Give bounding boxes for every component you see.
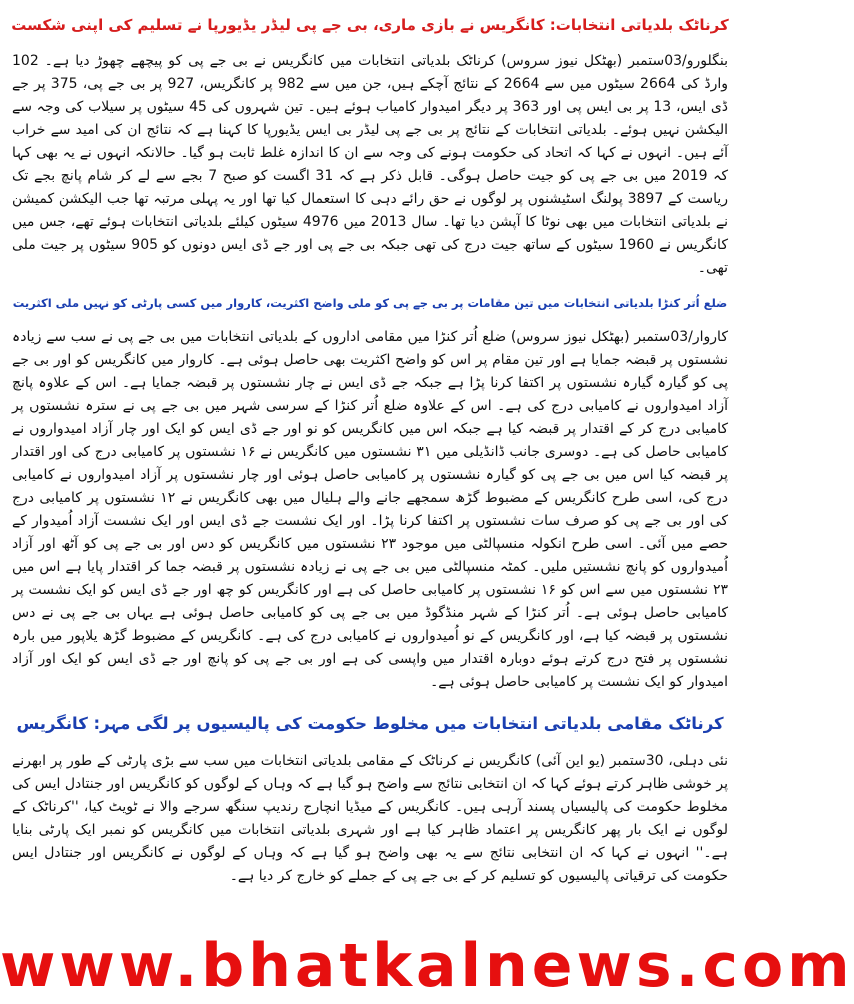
footer-website-url: www.bhatkalnews.com xyxy=(0,931,854,1001)
headline-congress-coalition: کرناٹک مقامی بلدیاتی انتخابات میں مخلوط حکومت کی پالیسیوں پر لگی مہر: کانگریس xyxy=(16,714,724,733)
news-page xyxy=(0,4,854,1004)
headline-karnataka-elections: کرناٹک بلدیاتی انتخابات: کانگریس نے بازی ماری، بی جے پی لیڈر یڈیورپا نے تسلیم کی اپنی شکست xyxy=(11,16,729,34)
article-uttara-kannada: کاروار/03ستمبر (بھٹکل نیوز سروس) ضلع اُتر کنڑا میں مقامی اداروں کے بلدیاتی انتخابات میں بی جے پی نے سب سے زیادہ نشستوں پر قبضہ جمایا ہے اور تین مقام پر اس کو واضح اکثریت بھی حاصل ہوئی ہے۔ کاروار میں کانگریس کو اور بی جے پی کو گیارہ گیارہ نشستوں پر اکتفا کرنا پڑا ہے جبکہ جے ڈی ایس نے چار نشستوں پر قبضہ جمایا ہے۔ اس کے علاوہ پانچ آزاد امیدواروں نے کامیابی درج کی ہے۔ اس کے علاوہ ضلع اُتر کنڑا کے سرسی شہر میں بی جے پی نے سترہ نشستوں پر کامیابی درج کر کے اقتدار پر قبضہ کیا ہے جبکہ اس میں کانگریس کو نو اور جے ڈی ایس کو ایک اور چار آزاد امیدواروں نے کامیابی حاصل کی ہے۔ دوسری جانب ڈانڈیلی میں ۳۱ نشستوں میں کانگریس نے ۱۶ نشستوں پر کامیابی درج کی اور اقتدار پر قبضہ کیا اس میں بی جے پی کو گیارہ نشستوں پر کامیابی حاصل ہوئی اور چار نشستوں پر آزاد امیدواروں نے کامیابی درج کی، اسی طرح کانگریس کے مضبوط گڑھ سمجھے جانے والے ہلیال میں بھی کانگریس نے ۱۲ نشستوں پر کامیابی درج کی اور بی جے پی کو صرف سات نشستوں پر اکتفا کرنا پڑا۔ اور ایک نشست جے ڈی ایس اور ایک نشست آزاد اُمیدوار کے حصے میں آئی۔ اسی طرح انکولہ منسپالٹی میں موجود ۲۳ نشستوں میں کانگریس کو دس اور بی جے پی کو آٹھ اور آزاد اُمیدواروں کو پانچ نشستیں ملیں۔ کمٹہ منسپالٹی میں بی جے پی نے زیادہ نشستوں پر قبضہ جما کر اقتدار پایا ہے اس میں ۲۳ نشستوں میں سے اس کو ۱۶ نشستوں پر کامیابی حاصل کی ہے اور کانگریس کو چھ اور جے ڈی ایس کو ایک نشست پر کامیابی حاصل ہوئی ہے۔ اُتر کنڑا کے شہر منڈگوڈ میں بی جے پی کو کامیابی حاصل ہوئی ہے یہاں بی جے پی نے دس نشستوں پر قبضہ کیا ہے، اور کانگریس کے نو اُمیدواروں نے کامیابی درج کی ہے۔ کانگریس کے مضبوط گڑھ یلاپور میں بارہ نشستوں پر فتح درج کرتے ہوئے دوبارہ اقتدار میں واپسی کی ہے اور بی جے پی کو پانچ اور جے ڈی ایس کو ایک اور آزاد امیدوار کو ایک نشست پر کامیابی حاصل ہوئی ہے۔ xyxy=(12,329,728,690)
headline-uttara-kannada: ضلع اُتر کنڑا بلدیاتی انتخابات میں تین مقامات پر بی جے پی کو ملی واضح اکثریت، کاروار میں کسی پارٹی کو نہیں ملی اکثریت xyxy=(12,296,728,310)
article-congress-coalition: نئی دہلی، 30ستمبر (یو این آئی) کانگریس نے کرناٹک کے مقامی بلدیاتی انتخابات میں سب سے بڑی پارٹی کے طور پر ابھرنے پر خوشی ظاہر کرتے ہوئے کہا کہ ان انتخابی نتائج سے واضح ہو گیا ہے کہ وہاں کے لوگوں کو کانگریس اور جنتادل ایس کی مخلوط حکومت کی پالیسیاں پسند آرہی ہیں۔ کانگریس کے میڈیا انچارج رندیپ سنگھ سرجے والا نے ٹویٹ کیا، ''کرناٹک کے لوگوں نے ایک بار پھر کانگریس پر اعتماد ظاہر کیا ہے اور شہری بلدیاتی انتخابات میں کانگریس کو نمبر ایک پارٹی بنایا ہے۔'' انہوں نے کہا کہ ان انتخابی نتائج سے یہ بھی واضح ہو گیا ہے کہ وہاں کے لوگوں نے کانگریس اور جنتادل ایس حکومت کی ترقیاتی پالیسیوں کو تسلیم کر کے بی جے پی کے جملے کو خارج کر دیا ہے۔ xyxy=(12,753,728,884)
article-karnataka-elections: بنگلورو/03ستمبر (بھٹکل نیوز سروس) کرناٹک بلدیاتی انتخابات میں کانگریس نے بی جے پی کو پیچھے چھوڑ دیا ہے۔ 102 وارڈ کی 2664 سیٹوں میں سے 2664 کے نتائج آچکے ہیں، جن میں سے 982 پر کانگریس، 927 پر بی جے پی، 375 پر جے ڈی ایس، 13 پر بی ایس پی اور 363 پر دیگر امیدوار کامیاب ہوئے ہیں۔ تین شہروں کی 45 سیٹوں پر سیلاب کی وجہ سے الیکشن نہیں ہوئے۔ بلدیاتی انتخابات کے نتائج پر بی جے پی لیڈر بی ایس یڈیورپا کا کہنا ہے کہ نتائج ان کی امید سے خراب آئے ہیں۔ انہوں نے کہا کہ اتحاد کی حکومت ہونے کی وجہ سے ان کا اندازہ غلط ثابت ہو گیا۔ حالانکہ انہوں نے یہ بھی کہا کہ 2019 میں بی جے پی کو جیت حاصل ہوگی۔ قابل ذکر ہے کہ 31 اگست کو صبح 7 بجے سے لے کر شام پانچ بجے تک ریاست کے 3897 پولنگ اسٹیشنوں پر لوگوں نے حق رائے دہی کا استعمال کیا تھا اور یہ پہلی مرتبہ تھا جب الیکشن کمیشن نے بلدیاتی انتخابات میں بھی نوٹا کا آپشن دیا تھا۔ سال 2013 میں 4976 سیٹوں کیلئے بلدیاتی انتخابات ہوئے تھے، جس میں کانگریس نے 1960 سیٹوں کے ساتھ جیت درج کی تھی جبکہ بی جے پی اور جے ڈی ایس دونوں کو 905 سیٹوں پر جیت ملی تھی۔ xyxy=(12,53,729,276)
